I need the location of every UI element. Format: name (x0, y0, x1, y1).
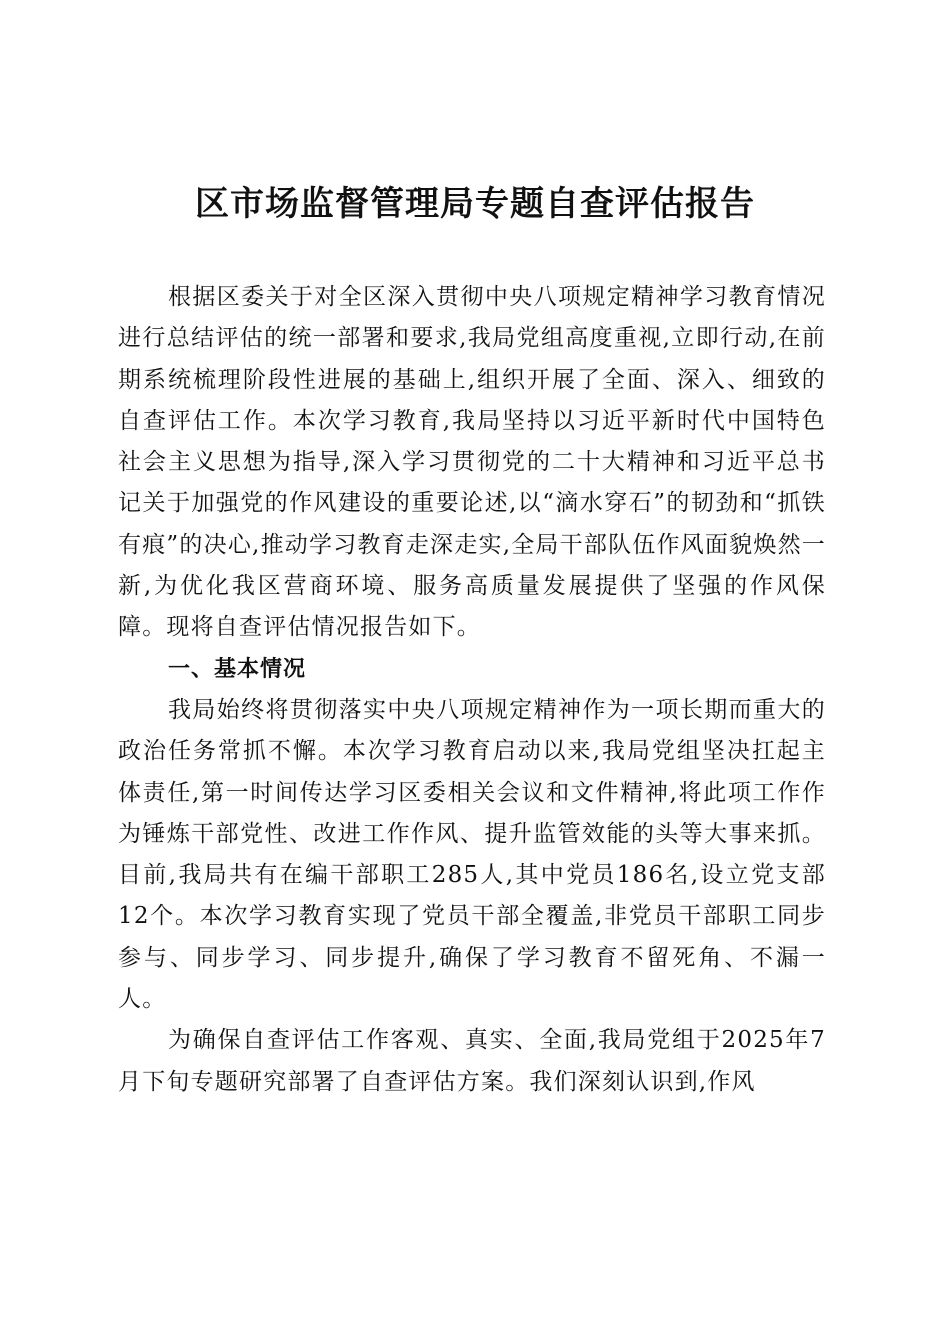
section-heading-basic-situation: 一、基本情况 (168, 656, 307, 682)
section-paragraph: 我局始终将贯彻落实中央八项规定精神作为一项长期而重大的政治任务常抓不懈。本次学习教育启动以来,我局党组坚决扛起主体责任,第一时间传达学习区委相关会议和文件精神,将此项工作作为锤炼干部党性、改进工作作风、提升监管效能的头等大事来抓。目前,我局共有在编干部职工285人,其中党员186名,设立党支部12个。本次学习教育实现了党员干部全覆盖,非党员干部职工同步参与、同步学习、同步提升,确保了学习教育不留死角、不漏一人。 (118, 696, 826, 1013)
document-body (118, 277, 826, 1103)
section-paragraph: 为确保自查评估工作客观、真实、全面,我局党组于2025年7月下旬专题研究部署了自查评估方案。我们深刻认识到,作风 (118, 1027, 826, 1095)
document-title: 区市场监督管理局专题自查评估报告 (195, 184, 755, 224)
intro-paragraph: 根据区委关于对全区深入贯彻中央八项规定精神学习教育情况进行总结评估的统一部署和要求,我局党组高度重视,立即行动,在前期系统梳理阶段性进展的基础上,组织开展了全面、深入、细致的自查评估工作。本次学习教育,我局坚持以习近平新时代中国特色社会主义思想为指导,深入学习贯彻党的二十大精神和习近平总书记关于加强党的作风建设的重要论述,以“滴水穿石”的韧劲和“抓铁有痕”的决心,推动学习教育走深走实,全局干部队伍作风面貌焕然一新,为优化我区营商环境、服务高质量发展提供了坚强的作风保障。现将自查评估情况报告如下。 (118, 284, 826, 641)
